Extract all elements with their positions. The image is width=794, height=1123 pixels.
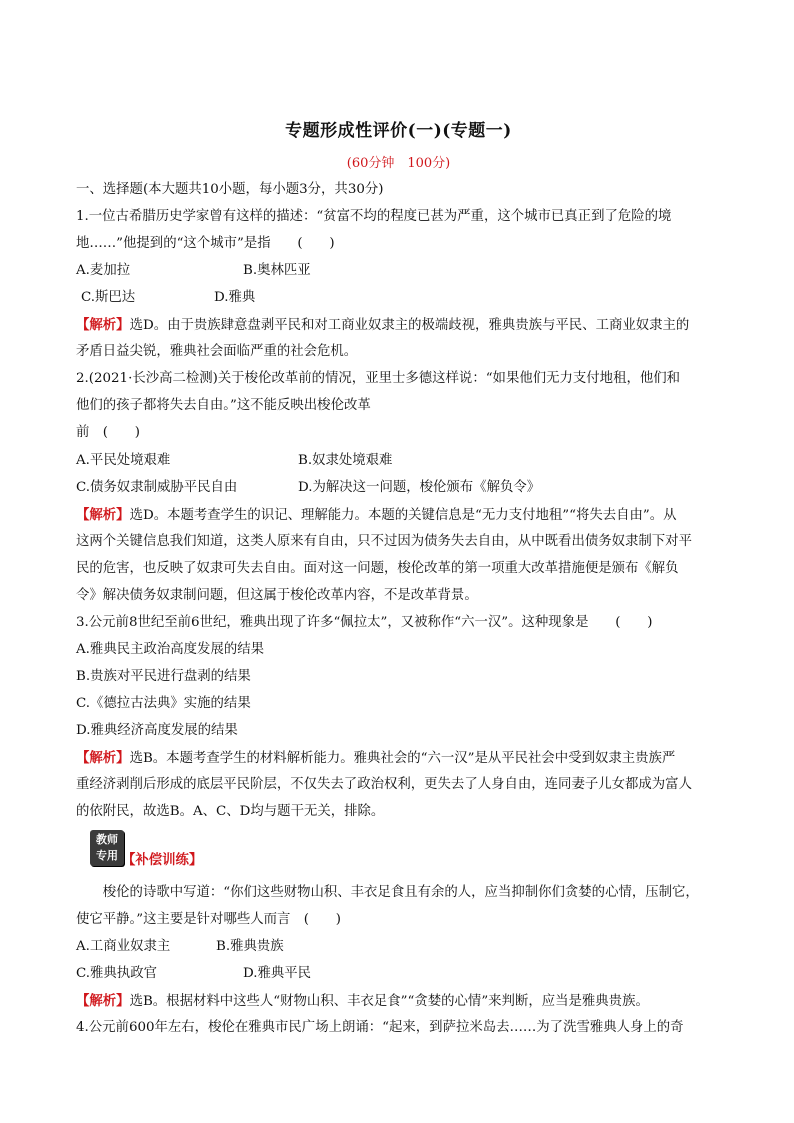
q1-analysis-line2: 矛盾日益尖锐，雅典社会面临严重的社会危机。 bbox=[76, 344, 358, 359]
q2-stem-line3: 前 ( ) bbox=[76, 425, 141, 440]
q3-option-d: D.雅典经济高度发展的结果 bbox=[76, 723, 238, 738]
q1-stem-line1: 1.一位古希腊历史学家曾有这样的描述：“贫富不均的程度已甚为严重，这个城市已真正到了危险的境 bbox=[76, 209, 672, 224]
time-score: (60分钟 100分) bbox=[346, 156, 451, 171]
section-heading: 一、选择题(本大题共10小题，每小题3分，共30分) bbox=[76, 182, 384, 197]
q1-option-c: C.斯巴达 bbox=[81, 290, 136, 305]
q1-option-b: B.奥林匹亚 bbox=[243, 263, 311, 278]
q3-analysis-line2: 重经济剥削后形成的底层平民阶层，不仅失去了政治权利，更失去了人身自由，连同妻子儿女都成为富人 bbox=[76, 777, 692, 792]
st-option-a: A.工商业奴隶主 bbox=[76, 939, 171, 954]
q1-stem-line2: 地……”他提到的“这个城市”是指 ( ) bbox=[76, 236, 335, 251]
st-stem-line1: 梭伦的诗歌中写道：“你们这些财物山积、丰衣足食且有余的人，应当抑制你们贪婪的心情，压制它， bbox=[76, 885, 699, 900]
q3-analysis-line1: 【解析】选B。本题考查学生的材料解析能力。雅典社会的“六一汉”是从平民社会中受到奴隶主贵族严 bbox=[76, 750, 676, 766]
st-option-b: B.雅典贵族 bbox=[216, 939, 284, 954]
q2-analysis-line4: 令》解决债务奴隶制问题，但这属于梭伦改革内容，不是改革背景。 bbox=[76, 588, 478, 603]
page-title: 专题形成性评价(一)(专题一) bbox=[285, 121, 512, 141]
q2-option-c: C.债务奴隶制威胁平民自由 bbox=[76, 480, 238, 495]
q3-stem-line1: 3.公元前8世纪至前6世纪，雅典出现了许多“佩拉太”，又被称作“六一汉”。这种现象是 ( ) bbox=[76, 615, 653, 630]
q3-option-b: B.贵族对平民进行盘剥的结果 bbox=[76, 669, 251, 684]
q2-option-b: B.奴隶处境艰难 bbox=[298, 453, 393, 468]
q1-option-a: A.麦加拉 bbox=[76, 263, 131, 278]
q2-option-d: D.为解决这一问题，梭伦颁布《解负令》 bbox=[298, 480, 541, 495]
st-option-c: C.雅典执政官 bbox=[76, 966, 157, 981]
q1-option-d: D.雅典 bbox=[214, 290, 256, 305]
analysis-tag: 【解析】 bbox=[76, 507, 130, 523]
q1-analysis-line1: 【解析】选D。由于贵族肆意盘剥平民和对工商业奴隶主的极端歧视，雅典贵族与平民、工商业奴隶主的 bbox=[76, 317, 690, 333]
st-option-d: D.雅典平民 bbox=[243, 966, 312, 981]
analysis-tag: 【解析】 bbox=[76, 317, 130, 333]
q3-option-c: C.《德拉古法典》实施的结果 bbox=[76, 696, 251, 711]
q3-analysis-line3: 的依附民，故选B。A、C、D均与题干无关，排除。 bbox=[76, 804, 385, 819]
analysis-tag: 【解析】 bbox=[76, 993, 130, 1009]
q3-option-a: A.雅典民主政治高度发展的结果 bbox=[76, 642, 265, 657]
q4-stem-line1: 4.公元前600年左右，梭伦在雅典市民广场上朗诵：“起来，到萨拉米岛去……为了洗雪雅典人身上的奇 bbox=[76, 1020, 684, 1035]
q2-analysis-line3: 民的危害，也反映了奴隶可失去自由。面对这一问题，梭伦改革的第一项重大改革措施便是颁布《解负 bbox=[76, 561, 679, 576]
q2-analysis-line1: 【解析】选D。本题考查学生的识记、理解能力。本题的关键信息是“无力支付地租”“将失去自由”。从 bbox=[76, 507, 677, 523]
q2-stem-line2: 他们的孩子都将失去自由。”这不能反映出梭伦改革 bbox=[76, 398, 371, 413]
teacher-only-badge: 教师 专用 bbox=[90, 830, 124, 866]
q2-stem-line1: 2.(2021·长沙高二检测)关于梭伦改革前的情况，亚里士多德这样说：“如果他们无力支付地租，他们和 bbox=[76, 371, 681, 386]
q2-option-a: A.平民处境艰难 bbox=[76, 453, 171, 468]
st-stem-line2: 使它平静。”这主要是针对哪些人而言 ( ) bbox=[76, 912, 342, 927]
q2-analysis-line2: 这两个关键信息我们知道，这类人原来有自由，只不过因为债务失去自由，从中既看出债务奴隶制下对平 bbox=[76, 534, 692, 549]
st-analysis-line1: 【解析】选B。根据材料中这些人“财物山积、丰衣足食”“贪婪的心情”来判断，应当是雅典贵族。 bbox=[76, 993, 649, 1009]
supplementary-training-label: 【补偿训练】 bbox=[122, 852, 203, 868]
analysis-tag: 【解析】 bbox=[76, 750, 130, 766]
